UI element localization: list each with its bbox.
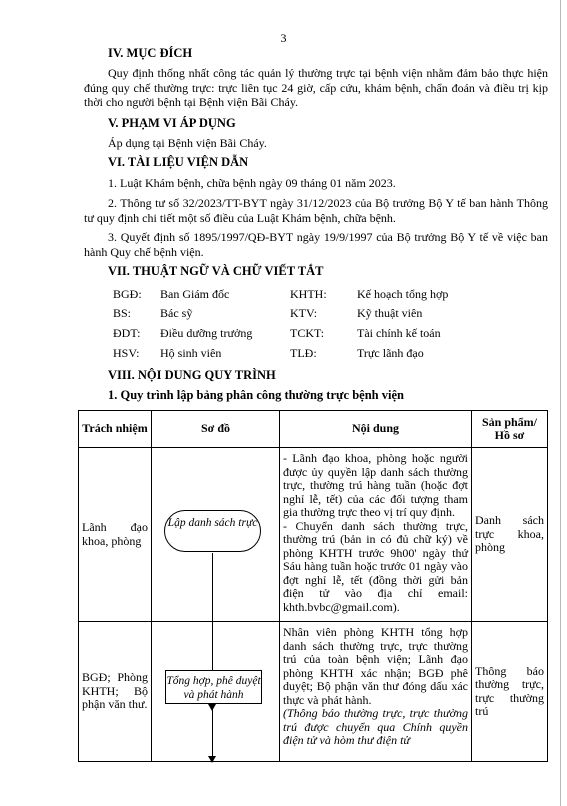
process-table <box>78 410 548 762</box>
content-text: - Chuyển danh sách thường trực, thường trú (bản in có đủ chữ ký) về phòng KHTH trước 9h00' ngày thứ Sáu hàng tuần hoặc trước 01 ngày vào đợt nghỉ lễ, tết (đồng thời gửi bản điện tử vào địa chỉ email: khth.bvbc@gmail.com). <box>283 518 468 614</box>
table-row <box>79 622 548 762</box>
page-number: 3 <box>280 31 287 45</box>
product-cell: Danh sách trực khoa, phòng <box>472 448 548 622</box>
section-v-text: Áp dụng tại Bệnh viện Bãi Cháy. <box>108 136 267 150</box>
header-content: Nội dung <box>280 411 472 448</box>
flow-step-process: Tổng hợp, phê duyệt và phát hành <box>165 670 262 704</box>
content-note: (Thông báo thường trực, trực thường trú được chuyển qua Chính quyền điện tử và hòm thư điện tử <box>283 706 468 747</box>
abbr-key: HSV: <box>113 346 140 360</box>
arrow-down-icon <box>208 756 216 763</box>
abbr-value: Hộ sinh viên <box>160 346 222 360</box>
section-iv-text: Quy định thống nhất công tác quản lý thường trực tại bệnh viện nhằm đảm bảo thực hiện đúng quy chế thường trực: trực liên tục 24 giờ, cấp cứu, khám bệnh, chẩn đoán và điều trị kịp thời cho người bệnh tại Bệnh viện Bãi Cháy. <box>84 66 548 109</box>
abbr-value: Kỹ thuật viên <box>357 306 423 320</box>
abbr-value: Trực lãnh đạo <box>357 346 424 360</box>
header-diagram: Sơ đồ <box>152 411 280 448</box>
abbr-value: Tài chính kế toán <box>357 326 441 340</box>
table-row <box>79 448 548 622</box>
abbr-key: KTV: <box>290 306 318 320</box>
section-vii-title: VII. THUẬT NGỮ VÀ CHỮ VIẾT TẮT <box>108 264 324 278</box>
responsibility-cell: Lãnh đạo khoa, phòng <box>79 448 152 622</box>
abbr-key: TCKT: <box>290 326 325 340</box>
table-header-row <box>79 411 548 448</box>
content-text: Nhân viên phòng KHTH tổng hợp danh sách thường trực, trực thường trú của toàn bệnh viện; Lãnh đạo phòng KHTH xác nhận; BGĐ phê duyệt; Bộ phận văn thư đóng dấu xác thực và phát hành. <box>283 625 468 707</box>
section-viii-subtitle: 1. Quy trình lập bảng phân công thường trực bệnh viện <box>108 388 404 402</box>
section-v-title: V. PHẠM VI ÁP DỤNG <box>108 116 236 130</box>
abbr-value: Bác sỹ <box>160 306 193 320</box>
section-viii-title: VIII. NỘI DUNG QUY TRÌNH <box>108 368 276 382</box>
abbr-value: Ban Giám đốc <box>160 287 230 301</box>
content-cell <box>280 448 472 622</box>
abbr-value: Kế hoạch tổng hợp <box>357 287 449 301</box>
abbr-key: BGĐ: <box>113 287 142 301</box>
section-iv-title: IV. MỤC ĐÍCH <box>108 46 193 60</box>
section-vi-title: VI. TÀI LIỆU VIỆN DẪN <box>108 155 249 169</box>
reference-item: 3. Quyết định số 1895/1997/QĐ-BYT ngày 19/9/1997 của Bộ trưởng Bộ Y tế về việc ban hành Quy chế bệnh viện. <box>84 230 548 259</box>
page-edge <box>560 0 561 806</box>
abbr-key: KHTH: <box>290 287 327 301</box>
abbr-key: TLĐ: <box>290 346 317 360</box>
flow-connector <box>212 704 213 756</box>
abbr-key: BS: <box>113 306 132 320</box>
abbr-value: Điều dưỡng trưởng <box>160 326 253 340</box>
reference-item: 2. Thông tư số 32/2023/TT-BYT ngày 31/12/2023 của Bộ trưởng Bộ Y tế ban hành Thông tư quy định chi tiết một số điều của Luật Khám bệnh, chữa bệnh. <box>84 196 548 225</box>
header-product: Sản phẩm/ Hồ sơ <box>472 411 548 448</box>
header-responsibility: Trách nhiệm <box>79 411 152 448</box>
flow-step-start: Lập danh sách trực <box>164 510 261 552</box>
abbr-key: ĐDT: <box>113 326 141 340</box>
content-text: - Lãnh đạo khoa, phòng hoặc người được ủy quyền lập danh sách thường trực, thường trú hàng tuần (hoặc đợt nghỉ lễ, tết) của các đối tượng tham gia thường trực theo vị trí quy định. <box>283 451 468 519</box>
responsibility-cell: BGĐ; Phòng KHTH; Bộ phận văn thư. <box>79 622 152 762</box>
reference-item: 1. Luật Khám bệnh, chữa bệnh ngày 09 tháng 01 năm 2023. <box>108 176 396 190</box>
product-cell: Thông báo thường trực, trực thường trú <box>472 622 548 762</box>
content-cell <box>280 622 472 762</box>
